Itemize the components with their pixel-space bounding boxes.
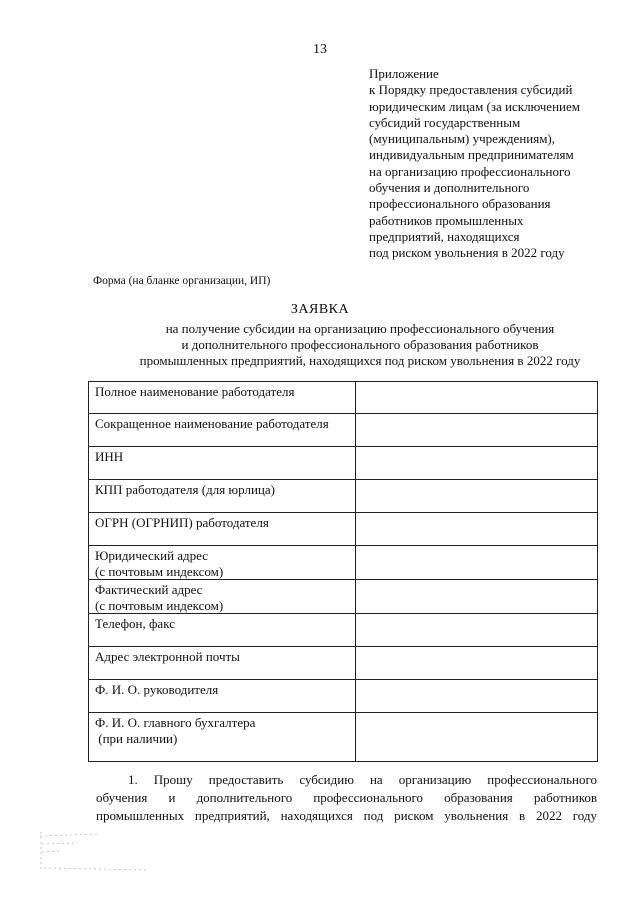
request-paragraph [96, 771, 597, 825]
label-line: Фактический адрес [95, 582, 203, 597]
request-line: обучения и дополнительного профессионального образования работников [96, 790, 597, 805]
subtitle-line: и дополнительного профессионального образования работников [181, 337, 539, 352]
appendix-line: профессионального образования [369, 196, 551, 212]
appendix-line: Приложение [369, 66, 439, 81]
appendix-line: на организацию профессионального [369, 163, 571, 179]
row-label [89, 414, 356, 447]
label-line: Ф. И. О. руководителя [95, 682, 219, 697]
table-row [89, 546, 598, 580]
appendix-line: к Порядку предоставления субсидий [369, 82, 573, 98]
table-row [89, 713, 598, 762]
label-line: ОГРН (ОГРНИП) работодателя [95, 515, 269, 530]
row-label [89, 513, 356, 546]
appendix-line: под риском увольнения в 2022 году [369, 245, 565, 261]
subtitle-line: промышленных предприятий, находящихся под риском увольнения в 2022 году [139, 353, 581, 368]
row-label [89, 546, 356, 580]
row-value-cell[interactable] [356, 580, 598, 614]
appendix-line: обучения и дополнительного [369, 180, 530, 196]
label-line: Полное наименование работодателя [95, 384, 295, 399]
row-value-cell[interactable] [356, 513, 598, 546]
label-line: Адрес электронной почты [95, 649, 240, 664]
subtitle-line: на получение субсидии на организацию профессионального обучения [165, 321, 555, 336]
document-title: ЗАЯВКА [290, 302, 350, 317]
row-value-cell[interactable] [356, 546, 598, 580]
row-value-cell[interactable] [356, 680, 598, 713]
row-label [89, 713, 356, 762]
row-label [89, 614, 356, 647]
row-label [89, 647, 356, 680]
row-value-cell[interactable] [356, 480, 598, 513]
row-value-cell[interactable] [356, 414, 598, 447]
faint-stamp-mark [38, 828, 168, 878]
request-line: 1. Прошу предоставить субсидию на организацию профессионального [128, 772, 597, 787]
page-number: 13 [313, 42, 327, 57]
row-value-cell[interactable] [356, 382, 598, 414]
label-line: КПП работодателя (для юрлица) [95, 482, 275, 497]
appendix-line: работников промышленных [369, 212, 524, 228]
row-value-cell[interactable] [356, 614, 598, 647]
row-value-cell[interactable] [356, 447, 598, 480]
label-line: Телефон, факс [95, 616, 175, 631]
table-row [89, 647, 598, 680]
row-value-cell[interactable] [356, 647, 598, 680]
table-row [89, 480, 598, 513]
document-subtitle [120, 321, 600, 369]
row-label [89, 447, 356, 480]
table-row [89, 580, 598, 614]
request-line: промышленных предприятий, находящихся под риском увольнения в 2022 году [96, 808, 597, 823]
appendix-line: субсидий государственным [369, 114, 521, 130]
row-label [89, 382, 356, 414]
table-row [89, 447, 598, 480]
row-value-cell[interactable] [356, 713, 598, 762]
appendix-line: предприятий, находящихся [369, 228, 520, 244]
appendix-line: (муниципальным) учреждениям), [369, 131, 556, 147]
appendix-line: индивидуальным предпринимателям [369, 147, 574, 163]
row-label [89, 580, 356, 614]
form-note: Форма (на бланке организации, ИП) [93, 275, 271, 287]
label-line: Юридический адрес [95, 548, 209, 563]
table-row [89, 414, 598, 447]
label-line: (с почтовым индексом) [95, 563, 224, 579]
employer-info-table [88, 381, 598, 762]
row-label [89, 680, 356, 713]
appendix-line: юридическим лицам (за исключением [369, 98, 580, 114]
label-line: ИНН [95, 449, 124, 464]
table-row [89, 513, 598, 546]
table-row [89, 382, 598, 414]
label-line: Ф. И. О. главного бухгалтера [95, 715, 256, 730]
table-row [89, 614, 598, 647]
label-line: (с почтовым индексом) [95, 597, 224, 613]
row-label [89, 480, 356, 513]
label-line: (при наличии) [95, 730, 178, 746]
appendix-block [369, 66, 629, 262]
table-row [89, 680, 598, 713]
label-line: Сокращенное наименование работодателя [95, 416, 329, 431]
